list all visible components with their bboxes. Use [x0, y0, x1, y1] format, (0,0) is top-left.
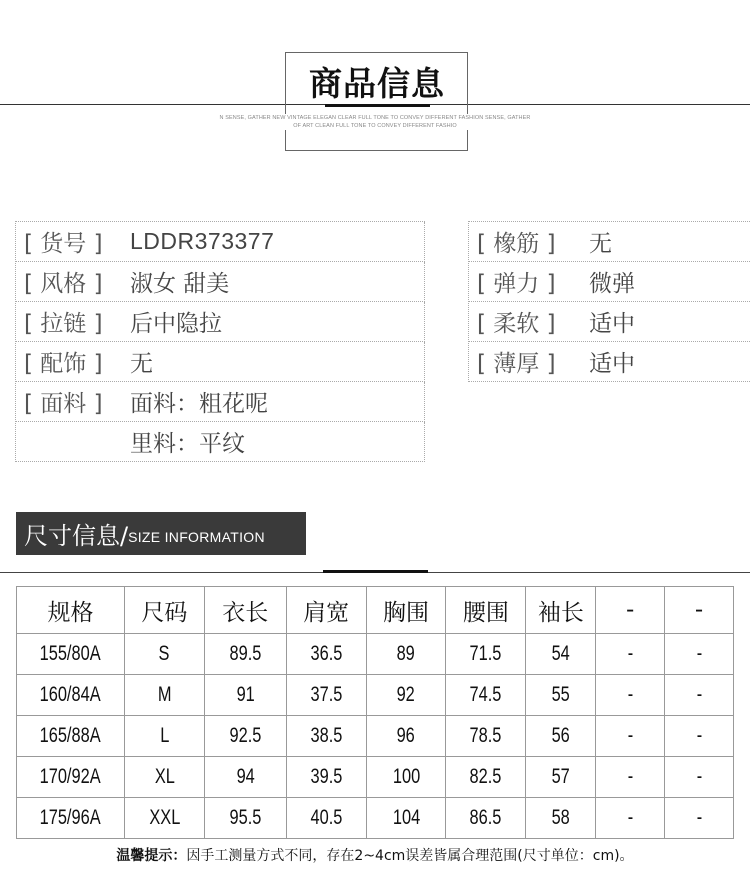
table-cell: 86.5 [446, 798, 526, 839]
column-header: 规格 [17, 587, 125, 634]
table-cell: 58 [526, 798, 596, 839]
table-cell: 37.5 [286, 675, 366, 716]
attribute-key: [ 风格 ] [24, 271, 103, 297]
attributes-left-table [15, 221, 425, 462]
size-section-subtitle: SIZE INFORMATION [128, 528, 265, 545]
table-cell: - [665, 675, 734, 716]
table-cell: 160/84A [17, 675, 125, 716]
attribute-key: [ 薄厚 ] [477, 351, 556, 377]
attribute-row [16, 342, 425, 382]
attribute-row [469, 262, 750, 302]
footnote-text: 因手工测量方式不同，存在2~4cm误差皆属合理范围(尺寸单位：cm)。 [186, 848, 634, 864]
attribute-row [16, 222, 425, 262]
page-title: 商品信息 [292, 64, 462, 104]
table-cell: XXL [124, 798, 204, 839]
title-underline [325, 104, 430, 107]
table-cell: 104 [366, 798, 446, 839]
attribute-value: LDDR373377 [130, 228, 275, 254]
table-row [17, 757, 734, 798]
table-cell: 95.5 [204, 798, 286, 839]
attribute-row [16, 422, 425, 462]
column-header: 肩宽 [286, 587, 366, 634]
column-header: 衣长 [204, 587, 286, 634]
size-section-rule-accent [323, 570, 428, 573]
column-header: - [596, 587, 665, 634]
table-cell: - [596, 634, 665, 675]
attribute-row [16, 302, 425, 342]
table-row [17, 798, 734, 839]
attribute-key: [ 橡筋 ] [477, 231, 556, 257]
attribute-row [16, 382, 425, 422]
header-tagline [215, 114, 535, 130]
attribute-row [469, 342, 750, 382]
table-cell: 96 [366, 716, 446, 757]
attribute-key: [ 柔软 ] [477, 311, 556, 337]
attribute-row [469, 222, 750, 262]
attribute-value: 无 [589, 231, 612, 257]
attribute-value: 适中 [589, 351, 635, 377]
table-cell: 92.5 [204, 716, 286, 757]
table-row [17, 675, 734, 716]
table-cell: 92 [366, 675, 446, 716]
table-cell: 89 [366, 634, 446, 675]
table-cell: 39.5 [286, 757, 366, 798]
attribute-value: 后中隐拉 [130, 311, 222, 337]
attribute-row [469, 302, 750, 342]
column-header: - [665, 587, 734, 634]
table-cell: 94 [204, 757, 286, 798]
footnote [0, 845, 750, 865]
attribute-value: 适中 [589, 311, 635, 337]
table-cell: 40.5 [286, 798, 366, 839]
table-cell: S [124, 634, 204, 675]
attribute-key: [ 配饰 ] [24, 351, 103, 377]
table-cell: 89.5 [204, 634, 286, 675]
size-table [16, 586, 734, 839]
table-cell: - [665, 716, 734, 757]
attribute-key: [ 货号 ] [24, 231, 103, 257]
attribute-value: 里料：平纹 [130, 431, 245, 457]
table-cell: XL [124, 757, 204, 798]
table-cell: 170/92A [17, 757, 125, 798]
column-header: 袖长 [526, 587, 596, 634]
size-table-header-row [17, 587, 734, 634]
table-cell: 55 [526, 675, 596, 716]
column-header: 胸围 [366, 587, 446, 634]
table-cell: L [124, 716, 204, 757]
table-cell: - [665, 798, 734, 839]
size-section-header [16, 512, 306, 555]
table-cell: 36.5 [286, 634, 366, 675]
table-cell: 175/96A [17, 798, 125, 839]
table-cell: 155/80A [17, 634, 125, 675]
attribute-value: 微弹 [589, 271, 635, 297]
table-cell: 91 [204, 675, 286, 716]
table-cell: 38.5 [286, 716, 366, 757]
table-cell: - [596, 716, 665, 757]
table-cell: - [665, 634, 734, 675]
table-cell: 78.5 [446, 716, 526, 757]
table-row [17, 716, 734, 757]
attribute-value: 面料：粗花呢 [130, 391, 268, 417]
attribute-value: 无 [130, 351, 153, 377]
table-cell: 71.5 [446, 634, 526, 675]
table-cell: 165/88A [17, 716, 125, 757]
table-cell: - [665, 757, 734, 798]
size-section-title: 尺寸信息/ [24, 522, 129, 550]
table-cell: 56 [526, 716, 596, 757]
table-cell: 100 [366, 757, 446, 798]
attribute-key: [ 面料 ] [24, 391, 103, 417]
tagline-line-2: OF ART CLEAN FULL TONE TO CONVEY DIFFERENT FASHIO [293, 123, 457, 129]
table-row [17, 634, 734, 675]
table-cell: 82.5 [446, 757, 526, 798]
attribute-key: [ 拉链 ] [24, 311, 103, 337]
column-header: 腰围 [446, 587, 526, 634]
footnote-label: 温馨提示： [116, 848, 187, 864]
table-cell: 54 [526, 634, 596, 675]
attribute-row [16, 262, 425, 302]
attribute-value: 淑女 甜美 [130, 271, 230, 297]
tagline-line-1: N SENSE, GATHER NEW VINTAGE ELEGAN CLEAR FULL TONE TO CONVEY DIFFERENT FASHION SENSE, GATHER [219, 115, 531, 121]
attribute-key: [ 弹力 ] [477, 271, 556, 297]
table-cell: - [596, 798, 665, 839]
table-cell: - [596, 675, 665, 716]
table-cell: - [596, 757, 665, 798]
column-header: 尺码 [124, 587, 204, 634]
table-cell: 74.5 [446, 675, 526, 716]
attributes-right-table [468, 221, 750, 382]
table-cell: M [124, 675, 204, 716]
table-cell: 57 [526, 757, 596, 798]
